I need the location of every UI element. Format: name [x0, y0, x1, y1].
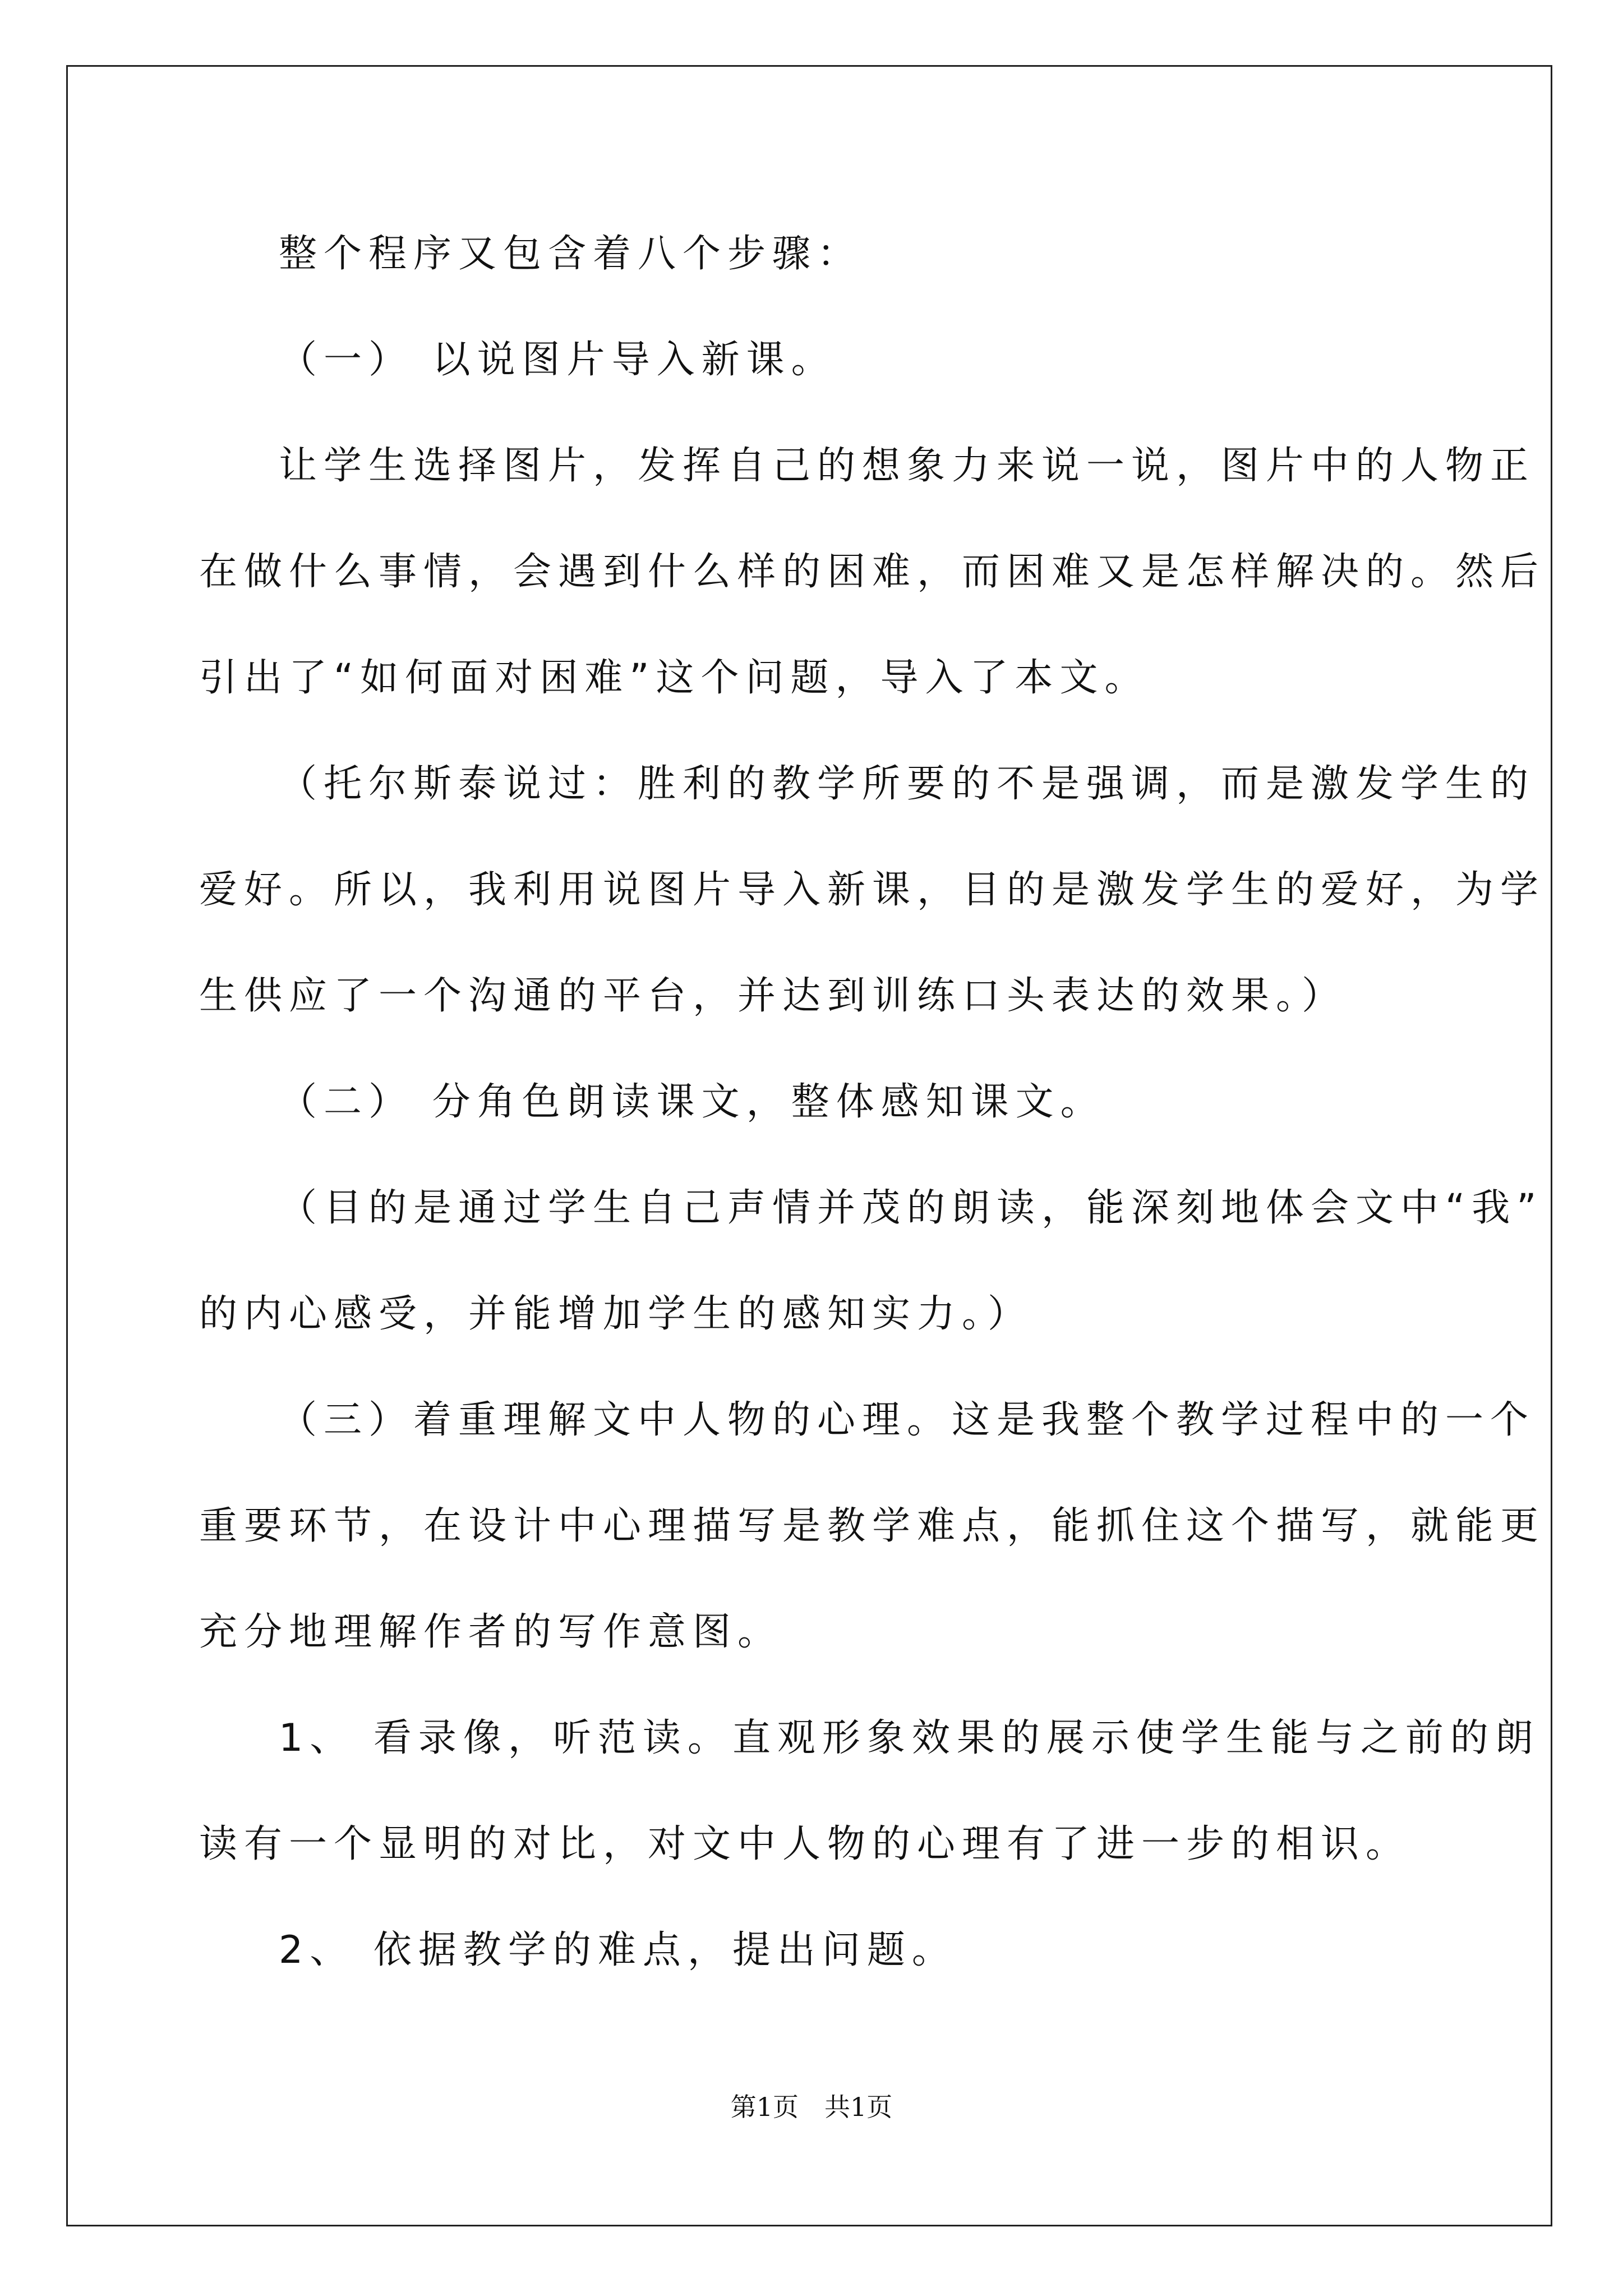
- paragraph-line: 在做什么事情，会遇到什么样的困难，而困难又是怎样解决的。然后: [199, 550, 1546, 594]
- paragraph-line: 生供应了一个沟通的平台，并达到训练口头表达的效果。）: [199, 974, 1347, 1018]
- paragraph-line: （一） 以说图片导入新课。: [279, 338, 836, 382]
- paragraph-line: 的内心感受，并能增加学生的感知实力。）: [199, 1292, 1033, 1336]
- paragraph-line: （三）着重理解文中人物的心理。这是我整个教学过程中的一个: [279, 1398, 1536, 1442]
- paragraph-line: 引出了“如何面对困难”这个问题，导入了本文。: [199, 656, 1150, 700]
- paragraph-line: 2、 依据教学的难点，提出问题。: [279, 1928, 957, 1972]
- paragraph-line: 爱好。所以，我利用说图片导入新课，目的是激发学生的爱好，为学: [199, 868, 1546, 912]
- paragraph-line: 重要环节，在设计中心理描写是教学难点，能抓住这个描写，就能更: [199, 1504, 1546, 1548]
- page-frame: [66, 65, 1552, 2226]
- paragraph-line: 充分地理解作者的写作意图。: [199, 1610, 783, 1654]
- paragraph-line: 让学生选择图片，发挥自己的想象力来说一说，图片中的人物正: [279, 444, 1536, 488]
- paragraph-line: （二） 分角色朗读课文，整体感知课文。: [279, 1080, 1105, 1124]
- paragraph-line: 1、 看录像，听范读。直观形象效果的展示使学生能与之前的朗: [279, 1716, 1540, 1760]
- paragraph-line: （托尔斯泰说过：胜利的教学所要的不是强调，而是激发学生的: [279, 762, 1536, 806]
- paragraph-line: 整个程序又包含着八个步骤：: [279, 232, 863, 276]
- paragraph-line: （目的是通过学生自己声情并茂的朗读，能深刻地体会文中“我”: [279, 1186, 1543, 1230]
- page-number-footer: 第1页 共1页: [730, 2092, 893, 2122]
- paragraph-line: 读有一个显明的对比，对文中人物的心理有了进一步的相识。: [199, 1822, 1411, 1866]
